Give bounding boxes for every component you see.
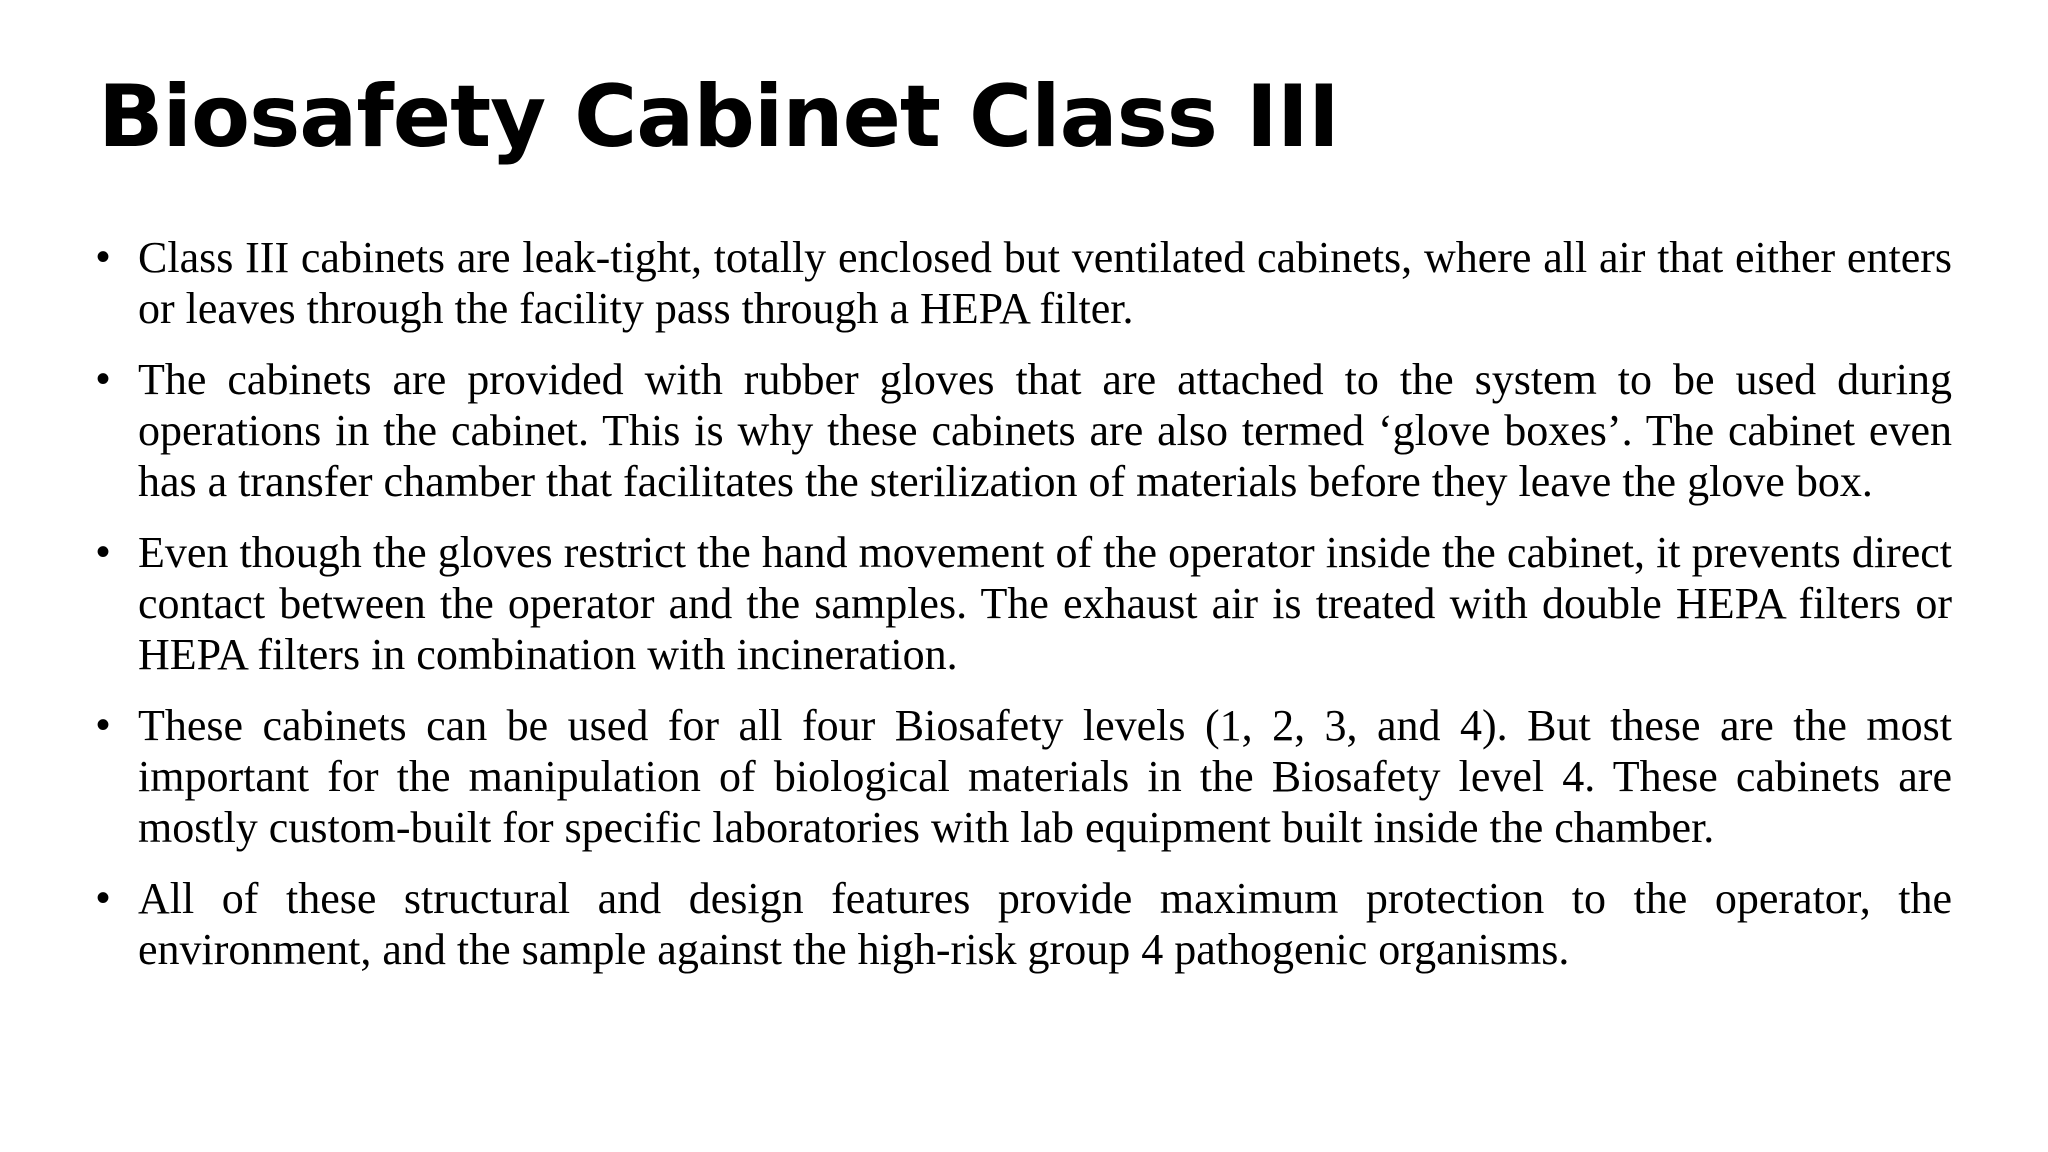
- bullet-list: [96, 232, 1952, 995]
- bullet-text: Class III cabinets are leak-tight, totally enclosed but ventilated cabinets, where all air that either enters or leaves through the facility pass through a HEPA filter.: [138, 233, 1952, 333]
- bullet-text: All of these structural and design features provide maximum protection to the operator, the environment, and the sample against the high-risk group 4 pathogenic organisms.: [138, 874, 1952, 974]
- slide-title: Biosafety Cabinet Class III: [98, 67, 1339, 167]
- bullet-icon: •: [96, 703, 111, 747]
- bullet-item: [96, 527, 1952, 680]
- bullet-icon: •: [96, 357, 111, 401]
- bullet-text: These cabinets can be used for all four Biosafety levels (1, 2, 3, and 4). But these are the most important for the manipulation of biological materials in the Biosafety level 4. These cabinets are mostly custom-built for specific laboratories with lab equipment built inside the chamber.: [138, 701, 1952, 852]
- bullet-item: [96, 354, 1952, 507]
- bullet-text: Even though the gloves restrict the hand movement of the operator inside the cabinet, it prevents direct contact between the operator and the samples. The exhaust air is treated with double HEPA filters or HEPA filters in combination with incineration.: [138, 528, 1952, 679]
- bullet-item: [96, 232, 1952, 334]
- bullet-text: The cabinets are provided with rubber gloves that are attached to the system to be used during operations in the cabinet. This is why these cabinets are also termed ‘glove boxes’. The cabinet even has a transfer chamber that facilitates the sterilization of materials before they leave the glove box.: [138, 355, 1952, 506]
- bullet-icon: •: [96, 530, 111, 574]
- bullet-icon: •: [96, 235, 111, 279]
- bullet-item: [96, 873, 1952, 975]
- bullet-icon: •: [96, 876, 111, 920]
- bullet-item: [96, 700, 1952, 853]
